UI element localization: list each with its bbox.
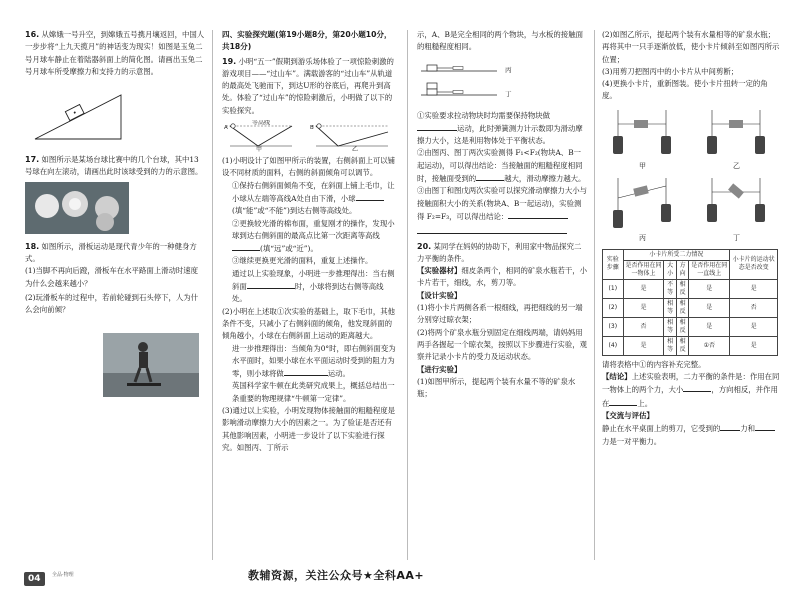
column-1 — [25, 29, 205, 569]
q20-design-2: (2)将两个矿泉水瓶分别固定在细线两端，请妈妈用两手各握起一个晾衣架，按照以下步骤进行实验，观察并记录小卡片的受力及运动状态。 — [417, 327, 587, 362]
figure-ding — [707, 178, 765, 242]
block-pull-diagram — [417, 57, 537, 107]
figure-bing — [613, 178, 671, 242]
question-20: 20. 某同学在妈妈的协助下，利用家中物品探究二力平衡的条件。 — [417, 241, 582, 263]
question-16: 16. 从嫦娥一号升空，到嫦娥五号携月壤返回，中国人一步步将“上九天揽月”的神话变为现实！如图是玉兔二号月球车静止在着陆器斜面上的简化图。请画出玉兔二号月球车所受摩擦力和支持力的示意图。 — [25, 30, 205, 76]
answer-blank[interactable] — [284, 367, 328, 376]
answer-blank[interactable] — [720, 422, 740, 431]
q19-newton-note: 英国科学家牛顿在此类研究成果上，概括总结出一条重要的物理规律“牛顿第一定律”。 — [232, 381, 395, 403]
page-footer — [0, 566, 800, 590]
question-17: 17. 如图所示是某场台球比赛中的几个台球，其中13号球在向左滚动，请画出此时该球受到的力的示意图。 — [25, 155, 203, 177]
section-heading: 四、实验探究题(第19小题8分，第20小题10分，共18分) — [222, 30, 392, 52]
skateboarder-image — [103, 333, 199, 397]
q20-experiment-heading: 【进行实验】 — [417, 364, 462, 374]
table-row: (1) 是 不等 相反 是 是 — [603, 279, 778, 298]
answer-blank[interactable] — [609, 397, 637, 406]
svg-text:丙: 丙 — [639, 233, 646, 242]
fig-label-jia: 甲 — [256, 146, 263, 153]
answer-line — [417, 225, 587, 238]
friction-figure — [417, 57, 587, 107]
answer-blank[interactable] — [247, 280, 295, 289]
svg-text:乙: 乙 — [733, 161, 740, 170]
column-4 — [602, 29, 782, 569]
q19-step-s3: ③由图丁和图戊两次实验可以探究滑动摩擦力大小与接触面积大小的关系(物块A、B一起运动)，实验测得 F₂=F₃，可以得出结论： — [417, 186, 587, 221]
q19-part-2-inference: 进一步推理得出：当倾角为0°时，即右侧斜面变为水平面时，如果小球在水平面运动时受到的阻力为零，则小球将做 运动。 — [232, 343, 396, 379]
answer-blank[interactable] — [417, 225, 567, 234]
column-3 — [417, 29, 587, 569]
bottle-card-diagrams — [602, 106, 778, 246]
figure-yi — [707, 110, 765, 170]
q20-experiment-2: (2)如图乙所示，提起两个装有水量相等的矿泉水瓶；再将其中一只手逐渐放低，使小卡片倾斜至如图丙所示位置； — [602, 30, 780, 64]
bottle-figures — [602, 106, 782, 246]
q20-experiment-1: (1)如图甲所示，提起两个装有水量不等的矿泉水瓶； — [417, 376, 576, 399]
fig-label-ding: 丁 — [505, 89, 512, 98]
table-header: 方向 — [676, 260, 689, 279]
billiard-balls-image — [25, 182, 129, 234]
table-header: 实验步骤 — [603, 249, 624, 279]
table-header: 是否作用在同一物体上 — [623, 260, 664, 279]
figure-jia — [613, 110, 671, 170]
column-2 — [222, 29, 397, 569]
q19-part-1: (1)小明设计了如图甲所示的装置，右侧斜面上可以铺设不同材质的面料，右侧的斜面倾角可以调节。 — [222, 156, 396, 178]
equal-height-label: 等高线 — [252, 120, 271, 127]
answer-blank[interactable] — [356, 192, 384, 201]
q19-inference: 通过以上实验现象，小明进一步推理得出：当右侧斜面 时，小球将到达右侧等高线处。 — [232, 268, 395, 304]
q19-step-3: ③继续更换更光滑的面料，重复上述操作。 — [232, 256, 373, 266]
q19-part-3: (3)通过以上实验，小明发现物体接触面的粗糙程度是影响滑动摩擦力大小的因素之一。为了验证是否还有其他影响因素，小明进一步设计了以下实验进行探究。如图丙、丁所示 — [222, 406, 396, 452]
q19-part-2: (2)小明在上述取①次实验的基础上，取下毛巾，其他条件不变，只减小了右侧斜面的倾角，他发现斜面的倾角越小，小球在右侧斜面上运动的距离越大。 — [222, 306, 396, 341]
q19-step-2: ②更换较光滑的棉布面，重复刚才的操作，发现小球到达右侧斜面的最高点比第一次距离等高线(填“远”或“近”)。 — [232, 218, 395, 254]
question-19: 19. 小明“五一”假期到游乐场体验了一项惊险刺激的游戏项目——“过山车”。满载游客的“过山车”从轨道的最高处飞驰而下，到达U形的谷底后，再爬升到高处。体验了“过山车”的惊险刺激后，小明做了以下的实验探究。 — [222, 56, 394, 115]
page-number: 04 — [24, 572, 45, 586]
q20-experiment-3: (3)用剪刀把图丙中的小卡片从中间剪断； — [602, 66, 739, 76]
q20-evaluation-heading: 【交流与评估】 — [602, 410, 654, 420]
table-header: 小卡片所受二力情况 — [623, 249, 730, 260]
question-18-part-2: (2)玩滑板车的过程中，若前轮碰到石头停下，人为什么会向前倾？ — [25, 292, 199, 315]
answer-blank[interactable] — [508, 210, 568, 219]
table-row: (4) 是 相等 相反 ①否 是 — [603, 336, 778, 355]
q20-equipment: 【实验器材】细皮条两个，相同的矿泉水瓶若干，小卡片若干，细线，水，剪刀等。 — [417, 266, 587, 288]
question-18-part-1: (1)当脚不再向后蹬，滑板车在水平路面上滑动时速度为什么会越来越小？ — [25, 266, 199, 288]
fig-label-bing: 丙 — [505, 65, 512, 74]
table-header: 小卡片的运动状态是否改变 — [730, 249, 778, 279]
table-row: (2) 是 相等 相反 是 否 — [603, 298, 778, 317]
answer-blank[interactable] — [476, 172, 504, 181]
column-divider — [594, 30, 595, 560]
q19-step-1: ①保持右侧斜面倾角不变，在斜面上铺上毛巾，让小球从左端等高线A处自由下滑，小球(填“能”或“不能”)到达右侧等高线处。 — [232, 180, 395, 216]
column-divider — [212, 30, 213, 560]
label-b: B — [310, 125, 314, 132]
q20-conclusion: 【结论】上述实验表明，二力平衡的条件是：作用在同一物体上的两个力，大小 ，方向相反，并作用在 上。 — [602, 372, 780, 408]
question-18: 18. 如图所示，滑板运动是现代青少年的一种健身方式。 — [25, 241, 197, 264]
ramp-figure — [222, 120, 397, 152]
table-header: 大小 — [664, 260, 677, 279]
answer-blank[interactable] — [683, 383, 711, 392]
table-header: 是否作用在同一直线上 — [689, 260, 730, 279]
q20-evaluation: 静止在水平桌面上的剪刀，它受到的 力和力是一对平衡力。 — [602, 422, 782, 448]
skateboard-photo — [103, 333, 205, 403]
q20-design-heading: 【设计实验】 — [417, 290, 462, 300]
billiard-photo — [25, 182, 205, 238]
table-fill-instruction: 请将表格中①的内容补充完整。 — [602, 359, 706, 369]
page-tag: 全品·物理 — [52, 572, 74, 578]
results-table — [602, 249, 778, 356]
answer-blank[interactable] — [232, 242, 260, 251]
column-divider — [407, 30, 408, 560]
svg-text:甲: 甲 — [639, 161, 646, 170]
svg-text:丁: 丁 — [733, 233, 740, 242]
q19-continued: 示，A、B是完全相同的两个物块，与水板的接触面的粗糙程度相同。 — [417, 30, 583, 52]
q19-step-s1: ①实验要求拉动物块时均需要保持物块做运动，此时弹簧测力计示数即为滑动摩擦力大小，这是利用物体处于平衡状态。 — [417, 110, 583, 146]
label-a: A — [224, 125, 228, 132]
q20-experiment-4: (4)更换小卡片，重新图装。使小卡片扭转一定的角度。 — [602, 79, 768, 101]
slope-figure — [25, 81, 205, 151]
fig-label-yi: 乙 — [352, 146, 359, 153]
table-row: (3) 否 相等 相反 是 是 — [603, 317, 778, 336]
answer-blank[interactable] — [755, 422, 775, 431]
incline-rover-diagram — [25, 81, 135, 147]
answer-blank[interactable] — [417, 122, 457, 131]
q19-step-s2: ②由图丙、图丁两次实验测得 F₁<F₂(物块A、B一起运动)，可以得出结论：当接触面的粗糙程度相同时，接触面受到的 越大，滑动摩擦力越大。 — [417, 148, 586, 184]
q20-design-1: (1)将小卡片两侧各系一根细线，再把细线的另一端分别穿过晾衣架； — [417, 303, 583, 325]
footer-banner: 教辅资源，关注公众号★全科AA+ — [248, 569, 425, 582]
ramp-diagram — [222, 120, 392, 152]
